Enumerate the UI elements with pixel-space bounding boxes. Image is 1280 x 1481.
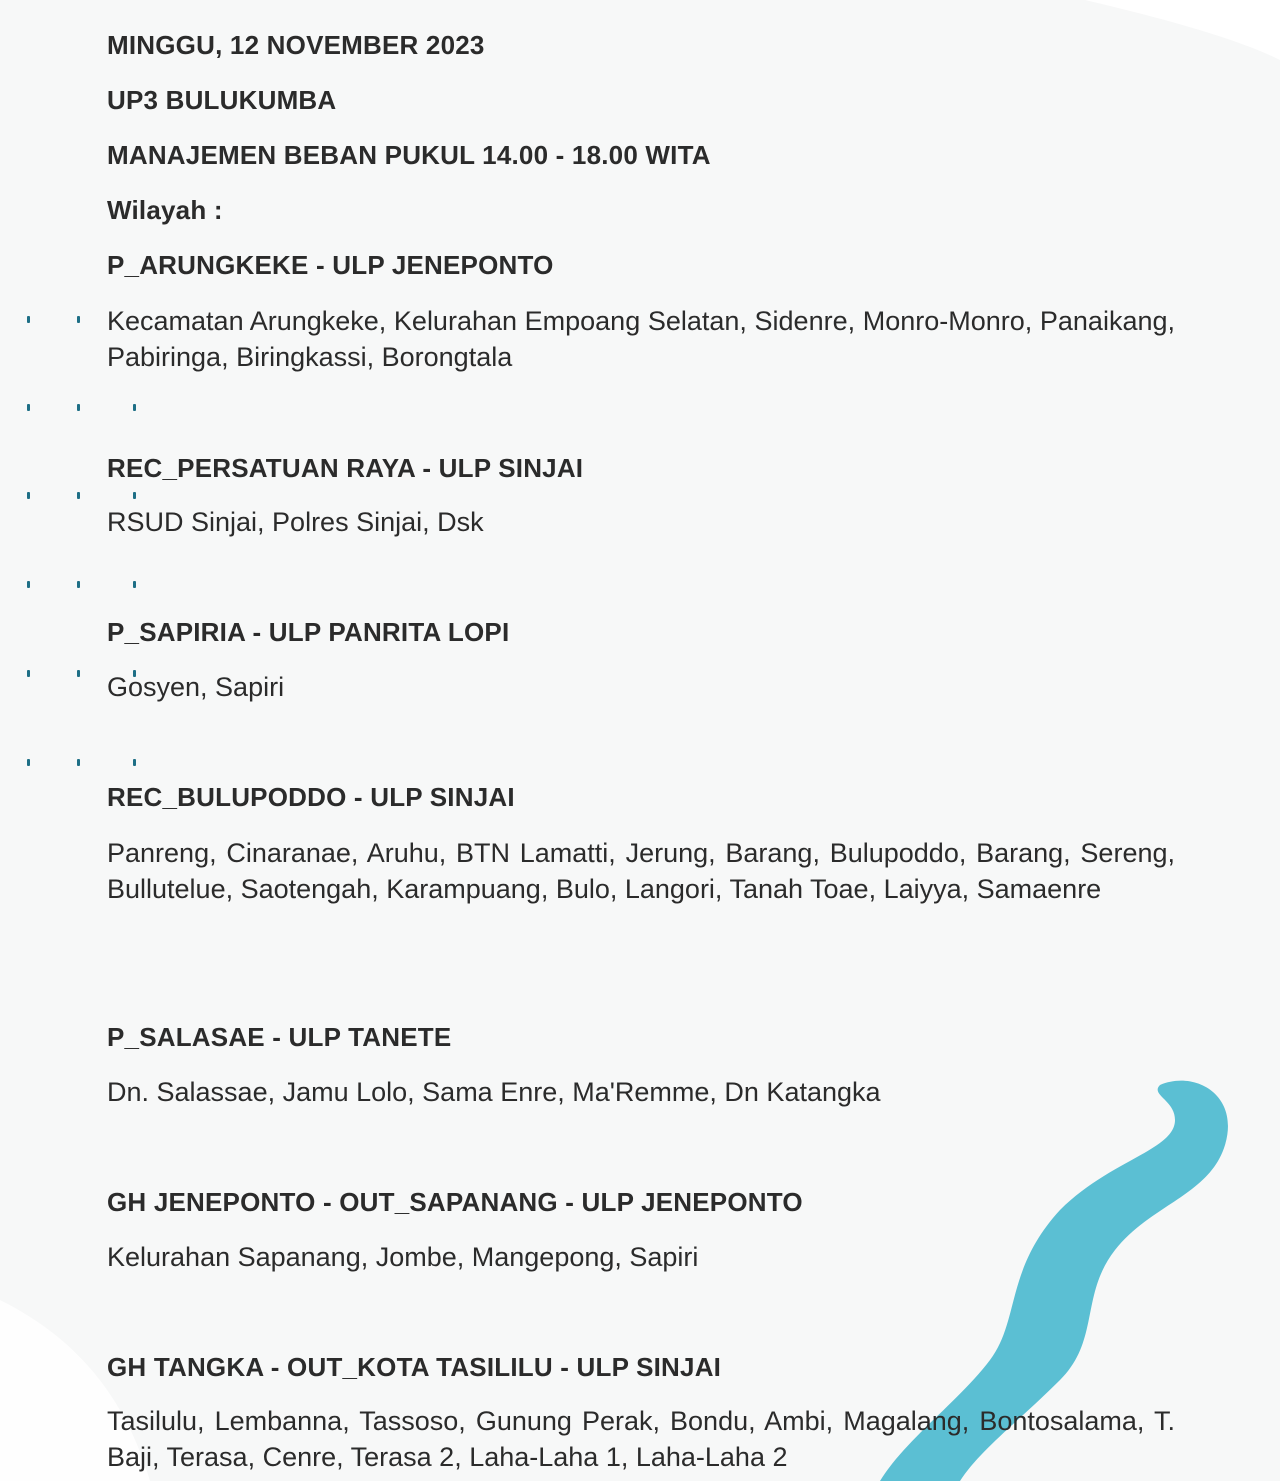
bullet-dot	[27, 670, 30, 677]
bullet-dot	[77, 404, 80, 411]
bullet-dot	[133, 759, 136, 766]
announcement-date: MINGGU, 12 NOVEMBER 2023	[107, 30, 485, 60]
bullet-dot	[133, 404, 136, 411]
bullet-dot	[133, 581, 136, 588]
region-label: Wilayah :	[107, 195, 223, 225]
affected-areas: Panreng, Cinaranae, Aruhu, BTN Lamatti, Jerung, Barang, Bulupoddo, Barang, Sereng, Bullutelue, Saotengah, Karampuang, Bulo, Langori, Tanah Toae, Laiyya, Samaenre	[107, 838, 1175, 904]
feeder-heading: P_SAPIRIA - ULP PANRITA LOPI	[107, 617, 510, 647]
feeder-heading: GH TANGKA - OUT_KOTA TASILILU - ULP SINJAI	[107, 1352, 722, 1382]
affected-areas: Gosyen, Sapiri	[107, 672, 285, 702]
affected-areas: Dn. Salassae, Jamu Lolo, Sama Enre, Ma'Remme, Dn Katangka	[107, 1077, 881, 1107]
bullet-dot	[133, 492, 136, 499]
bullet-dot	[77, 670, 80, 677]
bullet-dot	[27, 492, 30, 499]
bullet-dot	[27, 759, 30, 766]
bullet-dot	[77, 759, 80, 766]
top-right-swoosh	[1085, 0, 1280, 60]
bullet-dot	[77, 581, 80, 588]
bullet-dot	[77, 492, 80, 499]
feeder-heading: P_SALASAE - ULP TANETE	[107, 1022, 452, 1052]
unit-name: UP3 BULUKUMBA	[107, 85, 337, 115]
schedule-title: MANAJEMEN BEBAN PUKUL 14.00 - 18.00 WITA	[107, 140, 711, 170]
affected-areas: Kelurahan Sapanang, Jombe, Mangepong, Sapiri	[107, 1242, 699, 1272]
bullet-dot	[27, 316, 30, 323]
feeder-heading: REC_BULUPODDO - ULP SINJAI	[107, 782, 515, 812]
affected-areas: Tasilulu, Lembanna, Tassoso, Gunung Perak, Bondu, Ambi, Magalang, Bontosalama, T. Baji, Terasa, Cenre, Terasa 2, Laha-Laha 1, Laha-Laha 2	[107, 1406, 1175, 1472]
bullet-dot	[27, 404, 30, 411]
feeder-heading: GH JENEPONTO - OUT_SAPANANG - ULP JENEPONTO	[107, 1187, 803, 1217]
affected-areas: Kecamatan Arungkeke, Kelurahan Empoang Selatan, Sidenre, Monro-Monro, Panaikang, Pabiringa, Biringkassi, Borongtala	[107, 306, 1175, 372]
bullet-dot	[77, 316, 80, 323]
feeder-heading: REC_PERSATUAN RAYA - ULP SINJAI	[107, 453, 584, 483]
feeder-heading: P_ARUNGKEKE - ULP JENEPONTO	[107, 250, 554, 280]
bullet-dot	[27, 581, 30, 588]
affected-areas: RSUD Sinjai, Polres Sinjai, Dsk	[107, 507, 484, 537]
